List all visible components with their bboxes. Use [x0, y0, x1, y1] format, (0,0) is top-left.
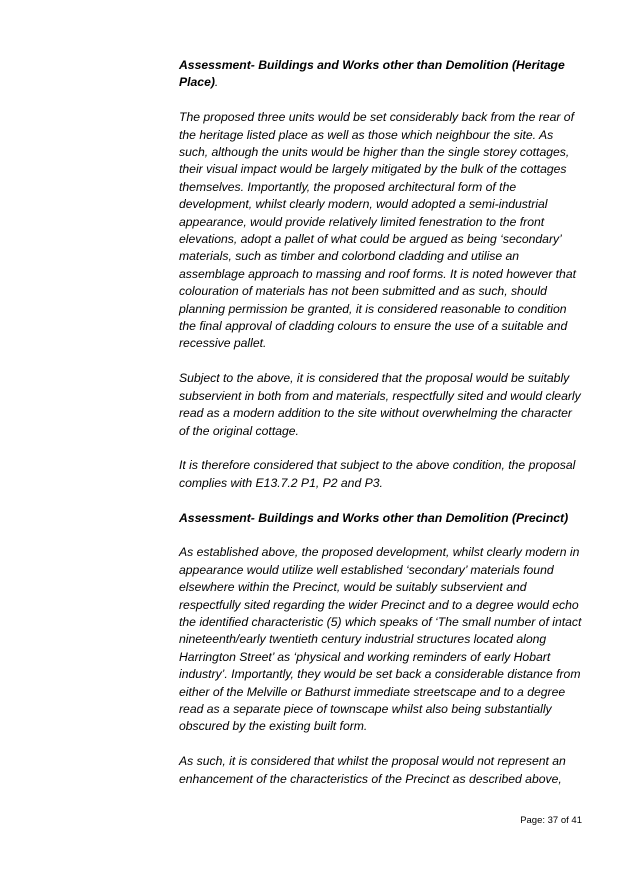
paragraph: It is therefore considered that subject to the above condition, the proposal complies with E13.7.2 P1, P2 and P3. [179, 458, 576, 490]
paragraph: Subject to the above, it is considered that the proposal would be suitably subservient in both from and materials, respectfully sited and would clearly read as a modern addition to the site without overwhelming the character of the original cottage. [179, 371, 581, 438]
section-heading-precinct: Assessment- Buildings and Works other than Demolition (Precinct) [179, 510, 569, 525]
document-page [179, 57, 584, 788]
section-heading-text: Assessment- Buildings and Works other than Demolition (Heritage Place) [179, 58, 565, 90]
paragraph: The proposed three units would be set considerably back from the rear of the heritage listed place as well as those which neighbour the site. As such, although the units would be higher than the single storey cottages, their visual impact would be largely mitigated by the bulk of the cottages themselves. Importantly, the proposed architectural form of the development, whilst clearly modern, would adopted a semi-industrial appearance, would provide relatively limited fenestration to the front elevations, adopt a pallet of what could be argued as being ‘secondary’ materials, such as timber and colorbond cladding and utilise an assemblage approach to massing and roof forms. It is noted however that colouration of materials has not been submitted and as such, should planning permission be granted, it is considered reasonable to condition the final approval of cladding colours to ensure the use of a suitable and recessive pallet. [179, 110, 576, 351]
paragraph: As established above, the proposed development, whilst clearly modern in appearance would utilize well established ‘secondary’ materials found elsewhere within the Precinct, would be suitably subservient and respectfully sited regarding the wider Precinct and to a degree would echo the identified characteristic (5) which speaks of ‘The small number of intact nineteenth/early twentieth century industrial structures located along Harrington Street’ as ‘physical and working reminders of early Hobart industry’. Importantly, they would be set back a considerable distance from either of the Melville or Bathurst immediate streetscape and to a degree read as a separate piece of townscape whilst also being substantially obscured by the existing built form. [179, 545, 582, 734]
section-heading-period: . [214, 75, 219, 90]
paragraph: As such, it is considered that whilst the proposal would not represent an enhancement of the characteristics of the Precinct as described above, [179, 754, 566, 786]
section-heading-heritage-place [179, 57, 584, 92]
page-number: Page: 37 of 41 [520, 815, 582, 826]
